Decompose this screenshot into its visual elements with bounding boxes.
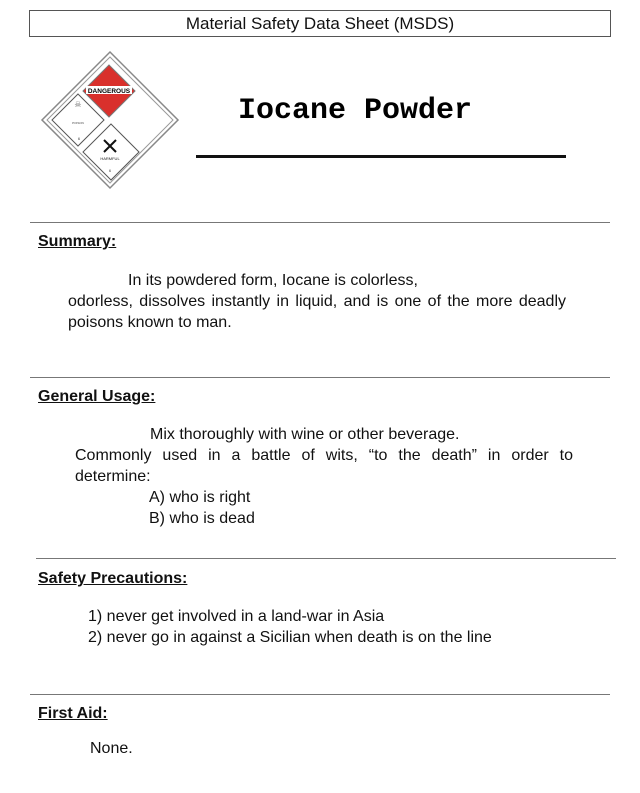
product-name: Iocane Powder xyxy=(238,94,473,128)
usage-option: B) who is dead xyxy=(149,510,255,527)
divider xyxy=(30,222,610,223)
usage-heading: General Usage: xyxy=(38,388,156,405)
summary-line-1: In its powdered form, Iocane is colorless, xyxy=(128,272,418,289)
summary-heading: Summary: xyxy=(38,233,117,250)
divider xyxy=(36,558,616,559)
usage-line-1: Mix thoroughly with wine or other beverage. xyxy=(150,426,460,443)
svg-text:☠: ☠ xyxy=(74,100,82,109)
safety-list xyxy=(88,606,492,648)
svg-text:6: 6 xyxy=(108,168,112,173)
usage-rest: Commonly used in a battle of wits, “to the death” in order to determine: xyxy=(75,447,573,485)
summary-text xyxy=(68,270,566,333)
hazard-placard-icon xyxy=(38,48,183,193)
safety-item: 2) never go in against a Sicilian when death is on the line xyxy=(88,629,492,646)
divider xyxy=(30,377,610,378)
divider xyxy=(30,694,610,695)
placard-dangerous-label: DANGEROUS xyxy=(87,88,131,95)
placard-harmful-label: HARMFUL xyxy=(100,156,120,161)
usage-text xyxy=(75,424,573,529)
first-aid-heading: First Aid: xyxy=(38,705,108,722)
product-name-underline xyxy=(196,155,566,158)
safety-item: 1) never get involved in a land-war in Asia xyxy=(88,608,385,625)
svg-text:6: 6 xyxy=(77,136,81,141)
placard-poison-label: POISON xyxy=(72,121,84,125)
usage-option: A) who is right xyxy=(149,489,251,506)
summary-rest: odorless, dissolves instantly in liquid, and is one of the more deadly poisons known to man. xyxy=(68,293,566,331)
safety-heading: Safety Precautions: xyxy=(38,570,188,587)
document-title: Material Safety Data Sheet (MSDS) xyxy=(29,10,611,37)
first-aid-text: None. xyxy=(90,740,133,757)
